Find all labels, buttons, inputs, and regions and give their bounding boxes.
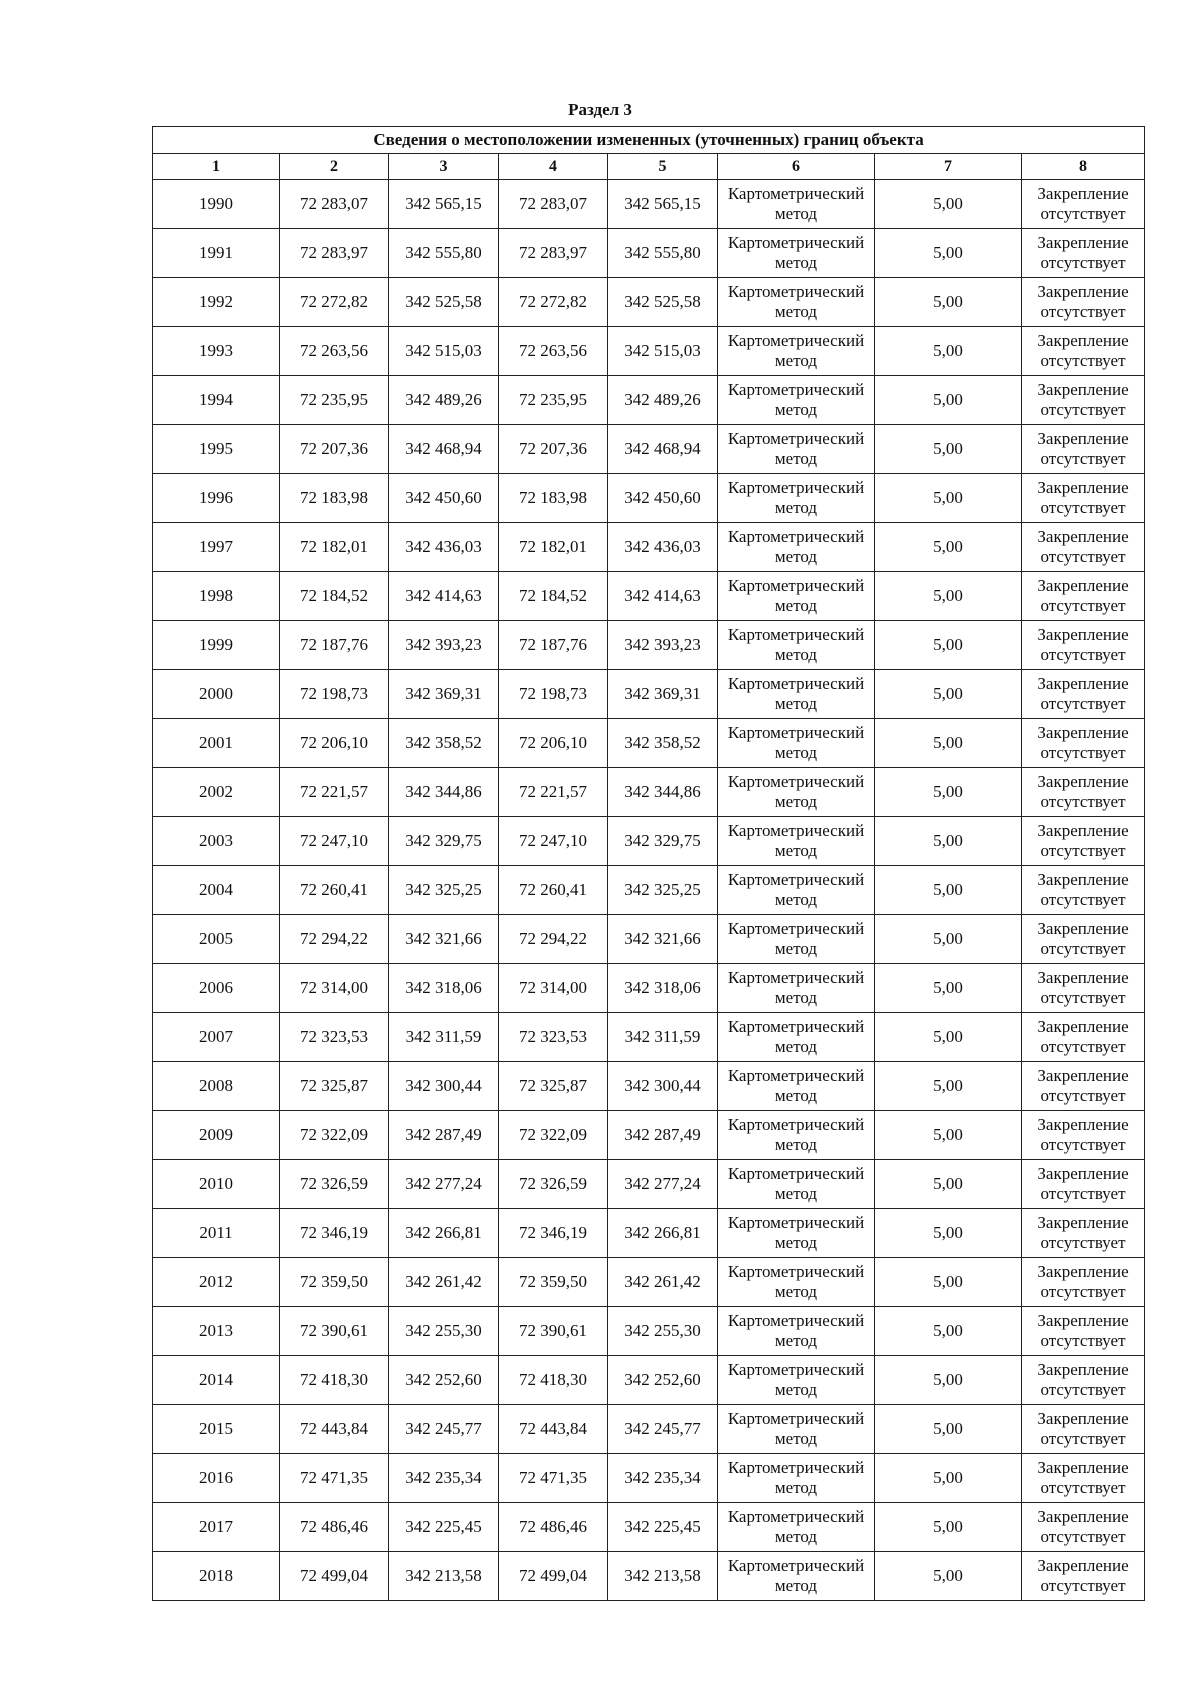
fixing-description-cell: Закрепление отсутствует [1022, 964, 1145, 1013]
fixing-description-cell: Закрепление отсутствует [1022, 523, 1145, 572]
y-refined-cell: 342 358,52 [608, 719, 718, 768]
accuracy-cell: 5,00 [875, 572, 1022, 621]
point-number-cell: 2003 [153, 817, 280, 866]
method-cell: Картометрический метод [718, 327, 875, 376]
method-cell: Картометрический метод [718, 425, 875, 474]
accuracy-cell: 5,00 [875, 866, 1022, 915]
x-refined-cell: 72 260,41 [499, 866, 608, 915]
method-cell: Картометрический метод [718, 1062, 875, 1111]
method-cell: Картометрический метод [718, 1405, 875, 1454]
y-existing-cell: 342 300,44 [389, 1062, 499, 1111]
accuracy-cell: 5,00 [875, 1258, 1022, 1307]
point-number-cell: 2012 [153, 1258, 280, 1307]
y-refined-cell: 342 468,94 [608, 425, 718, 474]
y-refined-cell: 342 369,31 [608, 670, 718, 719]
table-row [153, 670, 1145, 719]
x-refined-cell: 72 314,00 [499, 964, 608, 1013]
x-existing-cell: 72 294,22 [280, 915, 389, 964]
fixing-description-cell: Закрепление отсутствует [1022, 229, 1145, 278]
x-existing-cell: 72 390,61 [280, 1307, 389, 1356]
accuracy-cell: 5,00 [875, 474, 1022, 523]
y-existing-cell: 342 311,59 [389, 1013, 499, 1062]
accuracy-cell: 5,00 [875, 1062, 1022, 1111]
x-existing-cell: 72 272,82 [280, 278, 389, 327]
accuracy-cell: 5,00 [875, 425, 1022, 474]
y-existing-cell: 342 261,42 [389, 1258, 499, 1307]
table-row [153, 1552, 1145, 1601]
x-existing-cell: 72 486,46 [280, 1503, 389, 1552]
column-header: 1 [153, 154, 280, 180]
y-existing-cell: 342 393,23 [389, 621, 499, 670]
x-existing-cell: 72 283,07 [280, 180, 389, 229]
table-row [153, 719, 1145, 768]
table-row [153, 278, 1145, 327]
y-refined-cell: 342 450,60 [608, 474, 718, 523]
accuracy-cell: 5,00 [875, 1405, 1022, 1454]
y-existing-cell: 342 321,66 [389, 915, 499, 964]
accuracy-cell: 5,00 [875, 229, 1022, 278]
y-existing-cell: 342 344,86 [389, 768, 499, 817]
accuracy-cell: 5,00 [875, 278, 1022, 327]
accuracy-cell: 5,00 [875, 1503, 1022, 1552]
x-refined-cell: 72 187,76 [499, 621, 608, 670]
x-refined-cell: 72 198,73 [499, 670, 608, 719]
x-refined-cell: 72 499,04 [499, 1552, 608, 1601]
x-refined-cell: 72 182,01 [499, 523, 608, 572]
x-refined-cell: 72 283,97 [499, 229, 608, 278]
accuracy-cell: 5,00 [875, 327, 1022, 376]
fixing-description-cell: Закрепление отсутствует [1022, 768, 1145, 817]
x-existing-cell: 72 322,09 [280, 1111, 389, 1160]
y-existing-cell: 342 329,75 [389, 817, 499, 866]
y-existing-cell: 342 318,06 [389, 964, 499, 1013]
y-existing-cell: 342 325,25 [389, 866, 499, 915]
table-row [153, 621, 1145, 670]
fixing-description-cell: Закрепление отсутствует [1022, 866, 1145, 915]
accuracy-cell: 5,00 [875, 1454, 1022, 1503]
x-existing-cell: 72 323,53 [280, 1013, 389, 1062]
y-refined-cell: 342 329,75 [608, 817, 718, 866]
table-row [153, 1503, 1145, 1552]
x-refined-cell: 72 283,07 [499, 180, 608, 229]
y-existing-cell: 342 213,58 [389, 1552, 499, 1601]
fixing-description-cell: Закрепление отсутствует [1022, 1258, 1145, 1307]
fixing-description-cell: Закрепление отсутствует [1022, 1307, 1145, 1356]
x-refined-cell: 72 263,56 [499, 327, 608, 376]
x-refined-cell: 72 183,98 [499, 474, 608, 523]
x-refined-cell: 72 486,46 [499, 1503, 608, 1552]
x-existing-cell: 72 183,98 [280, 474, 389, 523]
point-number-cell: 1995 [153, 425, 280, 474]
y-existing-cell: 342 287,49 [389, 1111, 499, 1160]
fixing-description-cell: Закрепление отсутствует [1022, 572, 1145, 621]
point-number-cell: 2017 [153, 1503, 280, 1552]
method-cell: Картометрический метод [718, 817, 875, 866]
y-existing-cell: 342 525,58 [389, 278, 499, 327]
accuracy-cell: 5,00 [875, 1552, 1022, 1601]
x-refined-cell: 72 272,82 [499, 278, 608, 327]
y-existing-cell: 342 235,34 [389, 1454, 499, 1503]
point-number-cell: 2000 [153, 670, 280, 719]
y-refined-cell: 342 213,58 [608, 1552, 718, 1601]
fixing-description-cell: Закрепление отсутствует [1022, 278, 1145, 327]
fixing-description-cell: Закрепление отсутствует [1022, 1454, 1145, 1503]
table-row [153, 229, 1145, 278]
table-row [153, 376, 1145, 425]
y-existing-cell: 342 515,03 [389, 327, 499, 376]
point-number-cell: 1993 [153, 327, 280, 376]
method-cell: Картометрический метод [718, 1111, 875, 1160]
y-refined-cell: 342 235,34 [608, 1454, 718, 1503]
method-cell: Картометрический метод [718, 278, 875, 327]
y-refined-cell: 342 252,60 [608, 1356, 718, 1405]
y-refined-cell: 342 255,30 [608, 1307, 718, 1356]
point-number-cell: 1992 [153, 278, 280, 327]
table-caption: Сведения о местоположении измененных (уточненных) границ объекта [153, 127, 1145, 154]
x-refined-cell: 72 443,84 [499, 1405, 608, 1454]
fixing-description-cell: Закрепление отсутствует [1022, 327, 1145, 376]
boundaries-table [152, 126, 1145, 1601]
column-header: 5 [608, 154, 718, 180]
column-header: 2 [280, 154, 389, 180]
x-existing-cell: 72 247,10 [280, 817, 389, 866]
x-existing-cell: 72 182,01 [280, 523, 389, 572]
column-header: 7 [875, 154, 1022, 180]
method-cell: Картометрический метод [718, 1552, 875, 1601]
method-cell: Картометрический метод [718, 866, 875, 915]
fixing-description-cell: Закрепление отсутствует [1022, 915, 1145, 964]
y-existing-cell: 342 358,52 [389, 719, 499, 768]
x-refined-cell: 72 294,22 [499, 915, 608, 964]
fixing-description-cell: Закрепление отсутствует [1022, 1062, 1145, 1111]
y-refined-cell: 342 245,77 [608, 1405, 718, 1454]
y-existing-cell: 342 555,80 [389, 229, 499, 278]
point-number-cell: 2011 [153, 1209, 280, 1258]
y-refined-cell: 342 414,63 [608, 572, 718, 621]
column-header: 6 [718, 154, 875, 180]
accuracy-cell: 5,00 [875, 964, 1022, 1013]
y-existing-cell: 342 255,30 [389, 1307, 499, 1356]
accuracy-cell: 5,00 [875, 817, 1022, 866]
point-number-cell: 2009 [153, 1111, 280, 1160]
column-header: 8 [1022, 154, 1145, 180]
method-cell: Картометрический метод [718, 1503, 875, 1552]
x-refined-cell: 72 326,59 [499, 1160, 608, 1209]
x-refined-cell: 72 207,36 [499, 425, 608, 474]
accuracy-cell: 5,00 [875, 523, 1022, 572]
accuracy-cell: 5,00 [875, 1209, 1022, 1258]
y-existing-cell: 342 245,77 [389, 1405, 499, 1454]
table-row [153, 1454, 1145, 1503]
point-number-cell: 2010 [153, 1160, 280, 1209]
point-number-cell: 1991 [153, 229, 280, 278]
fixing-description-cell: Закрепление отсутствует [1022, 425, 1145, 474]
accuracy-cell: 5,00 [875, 1013, 1022, 1062]
point-number-cell: 2008 [153, 1062, 280, 1111]
x-existing-cell: 72 326,59 [280, 1160, 389, 1209]
x-refined-cell: 72 221,57 [499, 768, 608, 817]
point-number-cell: 2013 [153, 1307, 280, 1356]
method-cell: Картометрический метод [718, 915, 875, 964]
section-title: Раздел 3 [568, 100, 632, 119]
method-cell: Картометрический метод [718, 670, 875, 719]
y-refined-cell: 342 225,45 [608, 1503, 718, 1552]
fixing-description-cell: Закрепление отсутствует [1022, 1160, 1145, 1209]
y-existing-cell: 342 277,24 [389, 1160, 499, 1209]
table-row [153, 1258, 1145, 1307]
point-number-cell: 1997 [153, 523, 280, 572]
table-row [153, 1062, 1145, 1111]
point-number-cell: 2016 [153, 1454, 280, 1503]
y-existing-cell: 342 266,81 [389, 1209, 499, 1258]
method-cell: Картометрический метод [718, 180, 875, 229]
table-row [153, 915, 1145, 964]
fixing-description-cell: Закрепление отсутствует [1022, 474, 1145, 523]
column-header: 3 [389, 154, 499, 180]
y-refined-cell: 342 565,15 [608, 180, 718, 229]
y-refined-cell: 342 555,80 [608, 229, 718, 278]
point-number-cell: 2018 [153, 1552, 280, 1601]
fixing-description-cell: Закрепление отсутствует [1022, 376, 1145, 425]
accuracy-cell: 5,00 [875, 1307, 1022, 1356]
table-row [153, 180, 1145, 229]
table-row [153, 1111, 1145, 1160]
table-body [153, 180, 1145, 1601]
y-refined-cell: 342 489,26 [608, 376, 718, 425]
table-row [153, 817, 1145, 866]
fixing-description-cell: Закрепление отсутствует [1022, 621, 1145, 670]
x-refined-cell: 72 325,87 [499, 1062, 608, 1111]
y-refined-cell: 342 261,42 [608, 1258, 718, 1307]
y-existing-cell: 342 436,03 [389, 523, 499, 572]
x-refined-cell: 72 323,53 [499, 1013, 608, 1062]
method-cell: Картометрический метод [718, 964, 875, 1013]
point-number-cell: 1994 [153, 376, 280, 425]
y-refined-cell: 342 300,44 [608, 1062, 718, 1111]
method-cell: Картометрический метод [718, 1013, 875, 1062]
y-refined-cell: 342 277,24 [608, 1160, 718, 1209]
fixing-description-cell: Закрепление отсутствует [1022, 1503, 1145, 1552]
accuracy-cell: 5,00 [875, 621, 1022, 670]
method-cell: Картометрический метод [718, 1258, 875, 1307]
y-refined-cell: 342 325,25 [608, 866, 718, 915]
point-number-cell: 2002 [153, 768, 280, 817]
x-refined-cell: 72 346,19 [499, 1209, 608, 1258]
x-existing-cell: 72 359,50 [280, 1258, 389, 1307]
method-cell: Картометрический метод [718, 768, 875, 817]
table-row [153, 1209, 1145, 1258]
accuracy-cell: 5,00 [875, 1356, 1022, 1405]
x-refined-cell: 72 471,35 [499, 1454, 608, 1503]
method-cell: Картометрический метод [718, 1209, 875, 1258]
method-cell: Картометрический метод [718, 1356, 875, 1405]
y-existing-cell: 342 468,94 [389, 425, 499, 474]
method-cell: Картометрический метод [718, 376, 875, 425]
column-header-row [153, 154, 1145, 180]
table-row [153, 474, 1145, 523]
y-refined-cell: 342 393,23 [608, 621, 718, 670]
y-existing-cell: 342 565,15 [389, 180, 499, 229]
point-number-cell: 2001 [153, 719, 280, 768]
y-refined-cell: 342 311,59 [608, 1013, 718, 1062]
y-refined-cell: 342 321,66 [608, 915, 718, 964]
point-number-cell: 1998 [153, 572, 280, 621]
accuracy-cell: 5,00 [875, 1111, 1022, 1160]
accuracy-cell: 5,00 [875, 719, 1022, 768]
x-existing-cell: 72 325,87 [280, 1062, 389, 1111]
x-existing-cell: 72 260,41 [280, 866, 389, 915]
fixing-description-cell: Закрепление отсутствует [1022, 1209, 1145, 1258]
fixing-description-cell: Закрепление отсутствует [1022, 1356, 1145, 1405]
x-existing-cell: 72 499,04 [280, 1552, 389, 1601]
y-existing-cell: 342 369,31 [389, 670, 499, 719]
y-existing-cell: 342 414,63 [389, 572, 499, 621]
method-cell: Картометрический метод [718, 523, 875, 572]
x-existing-cell: 72 187,76 [280, 621, 389, 670]
x-refined-cell: 72 235,95 [499, 376, 608, 425]
table-row [153, 327, 1145, 376]
fixing-description-cell: Закрепление отсутствует [1022, 1013, 1145, 1062]
x-refined-cell: 72 322,09 [499, 1111, 608, 1160]
accuracy-cell: 5,00 [875, 915, 1022, 964]
point-number-cell: 2006 [153, 964, 280, 1013]
fixing-description-cell: Закрепление отсутствует [1022, 1552, 1145, 1601]
x-refined-cell: 72 247,10 [499, 817, 608, 866]
method-cell: Картометрический метод [718, 1454, 875, 1503]
accuracy-cell: 5,00 [875, 180, 1022, 229]
fixing-description-cell: Закрепление отсутствует [1022, 1405, 1145, 1454]
point-number-cell: 2014 [153, 1356, 280, 1405]
table-row [153, 1160, 1145, 1209]
x-existing-cell: 72 283,97 [280, 229, 389, 278]
y-refined-cell: 342 287,49 [608, 1111, 718, 1160]
y-refined-cell: 342 318,06 [608, 964, 718, 1013]
method-cell: Картометрический метод [718, 719, 875, 768]
y-refined-cell: 342 436,03 [608, 523, 718, 572]
y-existing-cell: 342 450,60 [389, 474, 499, 523]
x-existing-cell: 72 221,57 [280, 768, 389, 817]
x-existing-cell: 72 207,36 [280, 425, 389, 474]
table-row [153, 768, 1145, 817]
table-row [153, 964, 1145, 1013]
y-refined-cell: 342 515,03 [608, 327, 718, 376]
x-refined-cell: 72 418,30 [499, 1356, 608, 1405]
x-refined-cell: 72 206,10 [499, 719, 608, 768]
x-existing-cell: 72 206,10 [280, 719, 389, 768]
y-refined-cell: 342 266,81 [608, 1209, 718, 1258]
point-number-cell: 1999 [153, 621, 280, 670]
x-existing-cell: 72 198,73 [280, 670, 389, 719]
accuracy-cell: 5,00 [875, 1160, 1022, 1209]
fixing-description-cell: Закрепление отсутствует [1022, 670, 1145, 719]
y-existing-cell: 342 252,60 [389, 1356, 499, 1405]
fixing-description-cell: Закрепление отсутствует [1022, 180, 1145, 229]
x-existing-cell: 72 184,52 [280, 572, 389, 621]
fixing-description-cell: Закрепление отсутствует [1022, 817, 1145, 866]
table-row [153, 523, 1145, 572]
fixing-description-cell: Закрепление отсутствует [1022, 719, 1145, 768]
method-cell: Картометрический метод [718, 572, 875, 621]
point-number-cell: 2005 [153, 915, 280, 964]
y-existing-cell: 342 489,26 [389, 376, 499, 425]
x-refined-cell: 72 390,61 [499, 1307, 608, 1356]
accuracy-cell: 5,00 [875, 768, 1022, 817]
table-row [153, 425, 1145, 474]
point-number-cell: 1990 [153, 180, 280, 229]
table-row [153, 572, 1145, 621]
x-existing-cell: 72 443,84 [280, 1405, 389, 1454]
x-existing-cell: 72 346,19 [280, 1209, 389, 1258]
x-refined-cell: 72 359,50 [499, 1258, 608, 1307]
y-existing-cell: 342 225,45 [389, 1503, 499, 1552]
accuracy-cell: 5,00 [875, 670, 1022, 719]
x-existing-cell: 72 418,30 [280, 1356, 389, 1405]
x-existing-cell: 72 235,95 [280, 376, 389, 425]
x-existing-cell: 72 263,56 [280, 327, 389, 376]
point-number-cell: 2004 [153, 866, 280, 915]
point-number-cell: 2007 [153, 1013, 280, 1062]
y-refined-cell: 342 344,86 [608, 768, 718, 817]
accuracy-cell: 5,00 [875, 376, 1022, 425]
y-refined-cell: 342 525,58 [608, 278, 718, 327]
point-number-cell: 2015 [153, 1405, 280, 1454]
fixing-description-cell: Закрепление отсутствует [1022, 1111, 1145, 1160]
method-cell: Картометрический метод [718, 1160, 875, 1209]
table-row [153, 1013, 1145, 1062]
method-cell: Картометрический метод [718, 1307, 875, 1356]
table-row [153, 1307, 1145, 1356]
method-cell: Картометрический метод [718, 229, 875, 278]
x-existing-cell: 72 471,35 [280, 1454, 389, 1503]
x-existing-cell: 72 314,00 [280, 964, 389, 1013]
table-row [153, 1405, 1145, 1454]
x-refined-cell: 72 184,52 [499, 572, 608, 621]
column-header: 4 [499, 154, 608, 180]
table-row [153, 1356, 1145, 1405]
method-cell: Картометрический метод [718, 621, 875, 670]
table-row [153, 866, 1145, 915]
point-number-cell: 1996 [153, 474, 280, 523]
method-cell: Картометрический метод [718, 474, 875, 523]
